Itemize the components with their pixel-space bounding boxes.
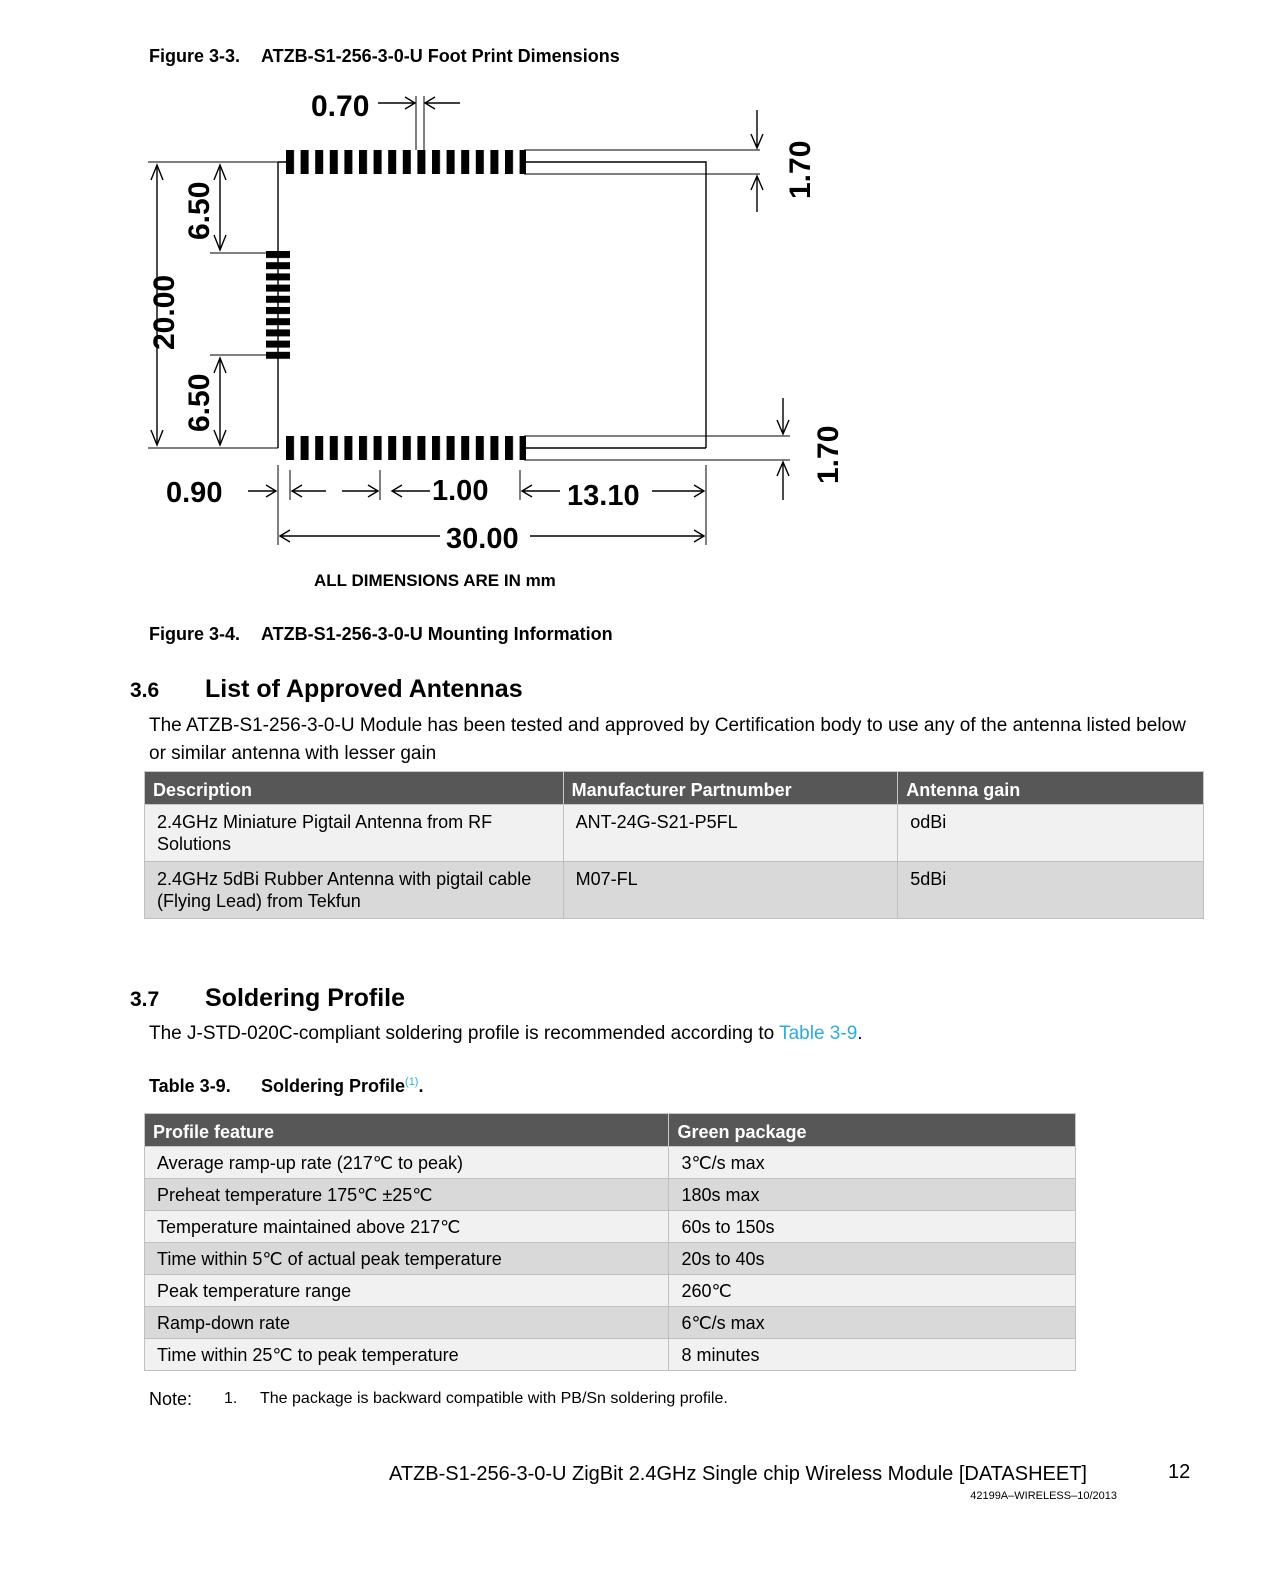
cell-value: 60s to 150s [669,1211,1076,1243]
page-number: 12 [1168,1461,1191,1483]
section-3-6-heading [130,675,523,704]
figure-number: Figure 3-4. [149,624,241,644]
table-row [145,805,1204,862]
table-3-9-link[interactable]: Table 3-9 [779,1023,858,1044]
footnote-ref[interactable]: (1) [405,1076,419,1088]
header-green: Green package [669,1114,1076,1147]
cell-partnumber: M07-FL [563,862,898,919]
dim-right-clear: 13.10 [567,480,640,512]
section-3-6-intro: The ATZB-S1-256-3-0-U Module has been tested and approved by Certification body to use any of the antenna listed below or similar antenna with lesser gain [149,715,1186,764]
section-3-7-intro [149,1020,1189,1048]
cell-gain: 5dBi [898,862,1204,919]
dim-left-edge: 0.90 [166,477,223,509]
cell-feature: Time within 25℃ to peak temperature [145,1339,669,1371]
cell-value: 260℃ [669,1275,1076,1307]
header-description: Description [145,772,564,805]
figure-3-4-caption [149,624,613,645]
table-row [145,1243,1076,1275]
intro-text: The J-STD-020C-compliant soldering profile is recommended according to [149,1023,780,1044]
antenna-table [144,771,1204,919]
table-row [145,1147,1076,1179]
caption-end: . [418,1076,424,1096]
section-number: 3.6 [130,679,160,702]
header-gain: Antenna gain [898,772,1204,805]
dim-pitch: 1.00 [432,475,489,507]
note-label: Note: [149,1389,193,1409]
cell-feature: Average ramp-up rate (217℃ to peak) [145,1147,669,1179]
bottom-pad-row [286,436,526,460]
dim-top-offset: 1.70 [784,140,817,199]
table-row [145,1307,1076,1339]
figure-3-3-caption [149,46,620,67]
dim-height: 20.00 [148,274,181,350]
header-partnumber: Manufacturer Partnumber [563,772,898,805]
cell-value: 6℃/s max [669,1307,1076,1339]
table-row [145,1211,1076,1243]
top-pad-row [286,150,526,174]
figure-title: ATZB-S1-256-3-0-U Mounting Information [261,624,613,644]
cell-feature: Time within 5℃ of actual peak temperature [145,1243,669,1275]
module-outline [278,162,706,448]
soldering-table [144,1113,1076,1371]
table-row [145,862,1204,919]
cell-value: 8 minutes [669,1339,1076,1371]
footprint-drawing [140,80,860,600]
table-row [145,1275,1076,1307]
table-row [145,1339,1076,1371]
cell-feature: Preheat temperature 175℃ ±25℃ [145,1179,669,1211]
section-title: Soldering Profile [205,984,406,1012]
note-text: The package is backward compatible with PB/Sn soldering profile. [260,1390,728,1407]
dim-width: 30.00 [446,523,519,555]
doc-code: 42199A–WIRELESS–10/2013 [970,1490,1117,1502]
footer-title: ATZB-S1-256-3-0-U ZigBit 2.4GHz Single chip Wireless Module [DATASHEET] [389,1463,1087,1485]
cell-value: 20s to 40s [669,1243,1076,1275]
figure-number: Figure 3-3. [149,46,241,66]
table-header-row [145,1114,1076,1147]
cell-feature: Ramp-down rate [145,1307,669,1339]
cell-description: 2.4GHz 5dBi Rubber Antenna with pigtail cable (Flying Lead) from Tekfun [145,862,564,919]
dim-lower-left: 6.50 [183,373,216,432]
section-number: 3.7 [130,988,160,1011]
section-title: List of Approved Antennas [205,675,523,703]
note-number: 1. [224,1390,238,1407]
dim-bottom-offset: 1.70 [812,425,845,484]
figure-title: ATZB-S1-256-3-0-U Foot Print Dimensions [261,46,620,66]
header-feature: Profile feature [145,1114,669,1147]
table-3-9-caption [149,1076,424,1097]
cell-feature: Temperature maintained above 217℃ [145,1211,669,1243]
dim-upper-left: 6.50 [183,181,216,240]
table-row [145,1179,1076,1211]
table-header-row [145,772,1204,805]
cell-description: 2.4GHz Miniature Pigtail Antenna from RF Solutions [145,805,564,862]
cell-value: 3℃/s max [669,1147,1076,1179]
table-title: Soldering Profile [261,1076,406,1096]
table-number: Table 3-9. [149,1076,231,1096]
table-note [149,1389,192,1410]
cell-feature: Peak temperature range [145,1275,669,1307]
cell-partnumber: ANT-24G-S21-P5FL [563,805,898,862]
dim-pad-width: 0.70 [311,90,370,123]
cell-gain: odBi [898,805,1204,862]
intro-end: . [857,1023,863,1044]
units-note: ALL DIMENSIONS ARE IN mm [314,571,556,590]
left-pad-column [266,251,290,363]
section-3-7-heading [130,984,405,1013]
cell-value: 180s max [669,1179,1076,1211]
